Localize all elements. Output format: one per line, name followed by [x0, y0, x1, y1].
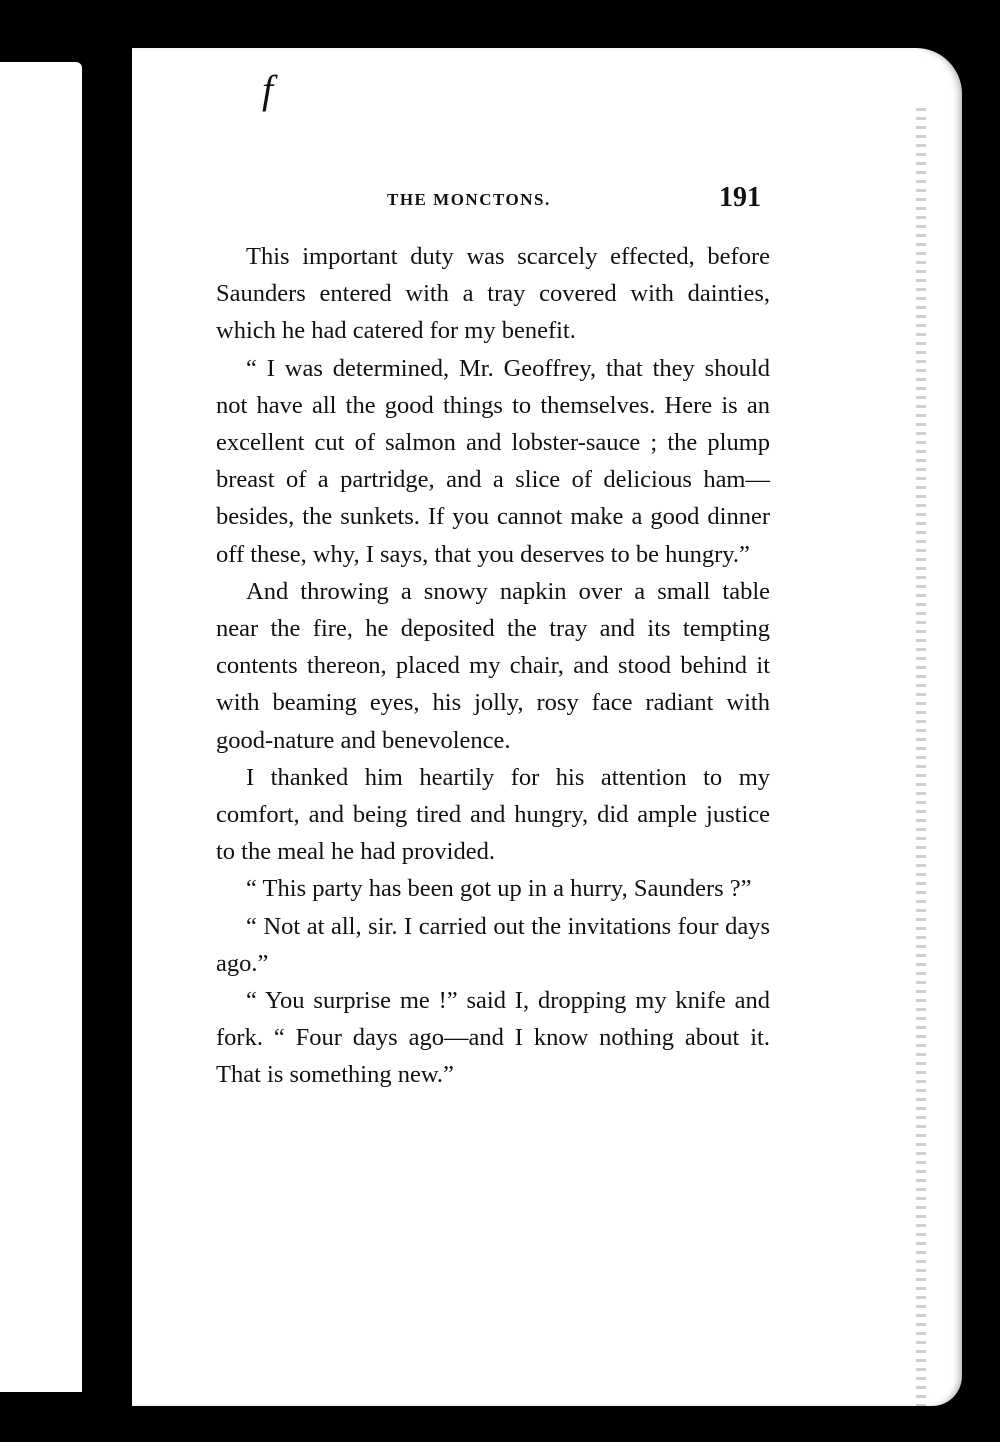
paragraph: And throwing a snowy napkin over a small table near the fire, he deposited the tray and its tempting contents thereon, placed my chair, and stood behind it with beaming eyes, his jolly, rosy face radiant with good-nature and benevolence. — [216, 577, 770, 754]
running-head: THE MONCTONS. — [387, 190, 551, 209]
paragraph: “ You surprise me !” said I, dropping my knife and fork. “ Four days ago—and I know nothing about it. That is something new.” — [216, 987, 770, 1089]
paragraph: “ Not at all, sir. I carried out the invitations four days ago.” — [216, 912, 770, 977]
paragraph: “ I was determined, Mr. Geoffrey, that they should not have all the good things to themselves. Here is an excellent cut of salmon and lobster-sauce ; the plump breast of a partridge, and a slice of delicious ham—besides, the sunkets. If you cannot make a good dinner off these, why, I says, that you deserves to be hungry.” — [216, 354, 770, 568]
body-text — [216, 238, 770, 1094]
binding-gutter — [82, 40, 134, 1420]
facing-page-edge — [0, 62, 82, 1392]
page-number: 191 — [719, 182, 761, 213]
page-edge-shadow — [916, 108, 926, 1428]
page-header — [255, 182, 765, 222]
paragraph: “ This party has been got up in a hurry, Saunders ?” — [246, 875, 752, 903]
stray-ink-mark: f — [262, 67, 274, 112]
paragraph: This important duty was scarcely effected, before Saunders entered with a tray covered with dainties, which he had catered for my benefit. — [216, 243, 770, 345]
paragraph: I thanked him heartily for his attention to my comfort, and being tired and hungry, did ample justice to the meal he had provided. — [216, 763, 770, 866]
